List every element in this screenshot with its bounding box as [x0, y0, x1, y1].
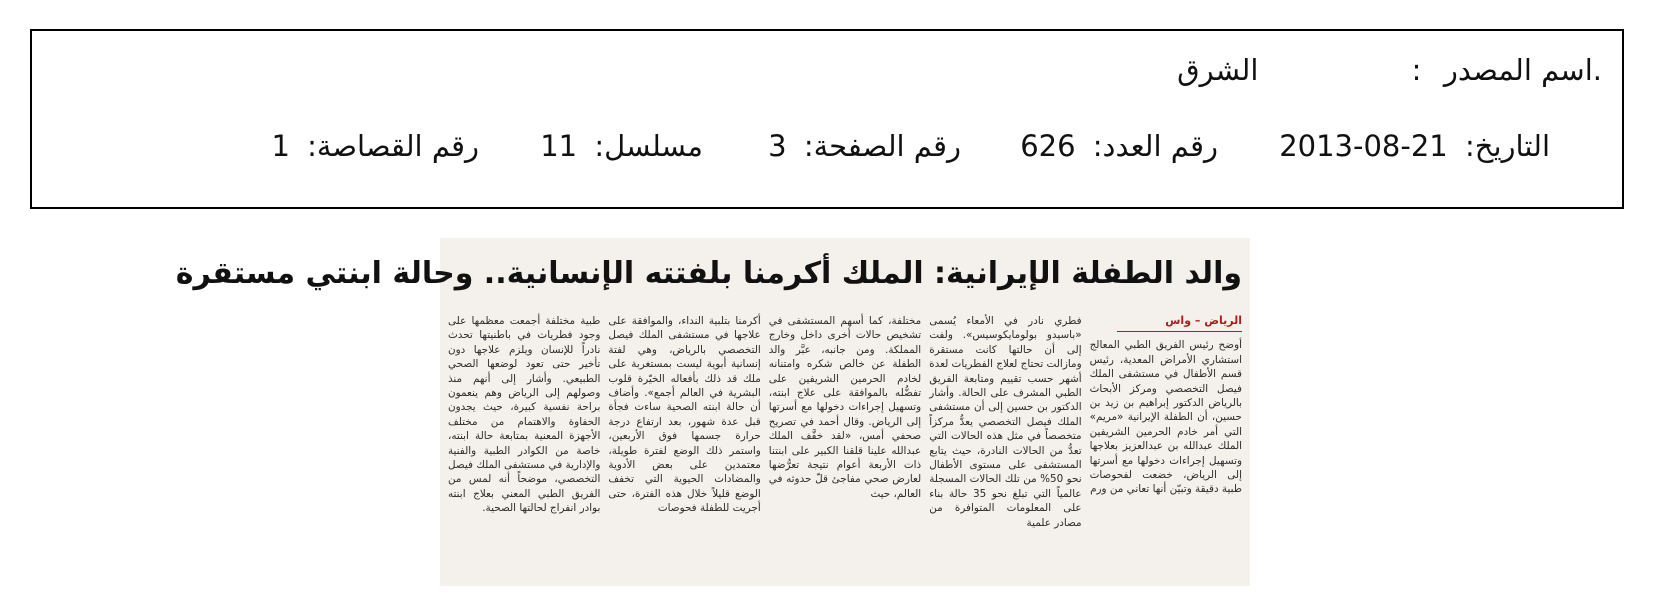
issue-value: 626 [1020, 129, 1076, 163]
serial-value: 11 [540, 129, 578, 163]
source-row: .اسم المصدر : الشرق [1177, 53, 1602, 87]
page-value: 3 [768, 129, 787, 163]
article-column-4 [608, 314, 760, 582]
column-text: طبية مختلفة أجمعت معظمها على وجود فطريات في باطنيتها تحدث نادراً للإنسان ويلزم علاجها دون تأخير حتى تعود لوضعها الصحي الطبيعي. وأشار إلى أنهم منذ وصولهم إلى الرياض وهم ينعمون براحة نفسية كبيرة، حيث يجدون الحفاوة والاهتمام من مختلف الأجهزة المعنية بمتابعة حالة ابنته، خاصة من الكوادر الطبية والفنية والإدارية في مستشفى الملك فيصل التخصصي، موضحاً أنه لمس من الفريق الطبي المعني بعلاج ابنته بوادر انفراج لحالتها الصحية. [447, 315, 601, 515]
clip-label: رقم القصاصة: [307, 129, 479, 163]
date-label: التاريخ: [1464, 129, 1550, 163]
article-body [448, 314, 1242, 582]
source-value: الشرق [1177, 53, 1259, 87]
clip-value: 1 [271, 129, 290, 163]
article-byline: الرياض – واس [1117, 314, 1242, 332]
page-label: رقم الصفحة: [803, 129, 961, 163]
metadata-row [271, 129, 1550, 163]
newspaper-clipping [175, 238, 1250, 586]
article-column-3 [769, 314, 921, 582]
source-label: .اسم المصدر [1443, 53, 1602, 87]
column-text: مختلفة، كما أسهم المستشفى في تشخيص حالات أخرى داخل وخارج المملكة. ومن جانبه، عبَّر والد الطفلة عن خالص شكره وامتنانه لخادم الحرمين الشريفين على تفضُّله بالموافقة على علاج ابنته، وتسهيل إجراءات دخولها مع أسرتها إلى الرياض. وقال أحمد في تصريح صحفي أمس، «لقد خفَّف الملك عبدالله علينا قلقنا الكبير على ابنتنا ذات الأربعة أعوام نتيجة تعرُّضها لعارض صحي مفاجئ قلّ حدوثه في العالم، حيث [768, 315, 922, 500]
issue-label: رقم العدد: [1092, 129, 1218, 163]
column-text: فطري نادر في الأمعاء يُسمى «باسيدو بولومايكوسيس». ولفت إلى أن حالتها كانت مستقرة ومازالت تحتاج لعلاج الفطريات لعدة أشهر حسب تقييم ومتابعة الفريق الطبي المشرف على الحالة. وأشار الدكتور بن حسين إلى أن مستشفى الملك فيصل التخصصي يعدُّ مركزاً متخصصاً في مثل هذه الحالات التي تعدُّ من الحالات النادرة، حيث يتابع المستشفى على مستوى الأطفال نحو 50% من تلك الحالات المسجلة عالمياً التي تبلغ نحو 35 حالة بناء على المعلومات المتوافرة من مصادر علمية [929, 315, 1082, 529]
date-value: 2013-08-21 [1279, 129, 1448, 163]
serial-label: مسلسل: [594, 129, 703, 163]
article-column-2 [929, 314, 1081, 582]
clipping-info-box [30, 29, 1624, 209]
article-column-5 [448, 314, 600, 582]
article-column-1 [1090, 314, 1242, 582]
column-text: أكرمنا بتلبية النداء، والموافقة على علاجها في مستشفى الملك فيصل التخصصي بالرياض، وهي لفتة إنسانية أبوية ليست بمستغربة على ملك قد ذلك بأفعاله الخيّرة قلوب البشرية في العالم أجمع». وأضاف أن حالة ابنته الصحية ساءت فجأة قبل عدة شهور، بعد ارتفاع درجة حرارة جسمها فوق الأربعين، واستمر ذلك الوضع لفترة طويلة، معتمدين على بعض الأدوية والمضادات الحيوية التي تخفف الوضع قليلاً خلال هذه الفترة، حتى أجريت للطفلة فحوصات [608, 315, 761, 515]
column-text: أوضح رئيس الفريق الطبي المعالج استشاري الأمراض المعدية، رئيس قسم الأطفال في مستشفى الملك فيصل التخصصي ومركز الأبحاث بالرياض الدكتور إبراهيم بن زيد بن حسين، أن الطفلة الإيرانية «مريم» التي أمر خادم الحرمين الشريفين الملك عبدالله بن عبدالعزيز بعلاجها وتسهيل إجراءات دخولها مع أسرتها إلى الرياض، خضعت لفحوصات طبية دقيقة وتبيّن أنها تعاني من ورم [1089, 339, 1242, 496]
article-headline: والد الطفلة الإيرانية: الملك أكرمنا بلفتته الإنسانية.. وحالة ابنتي مستقرة [175, 256, 1242, 291]
